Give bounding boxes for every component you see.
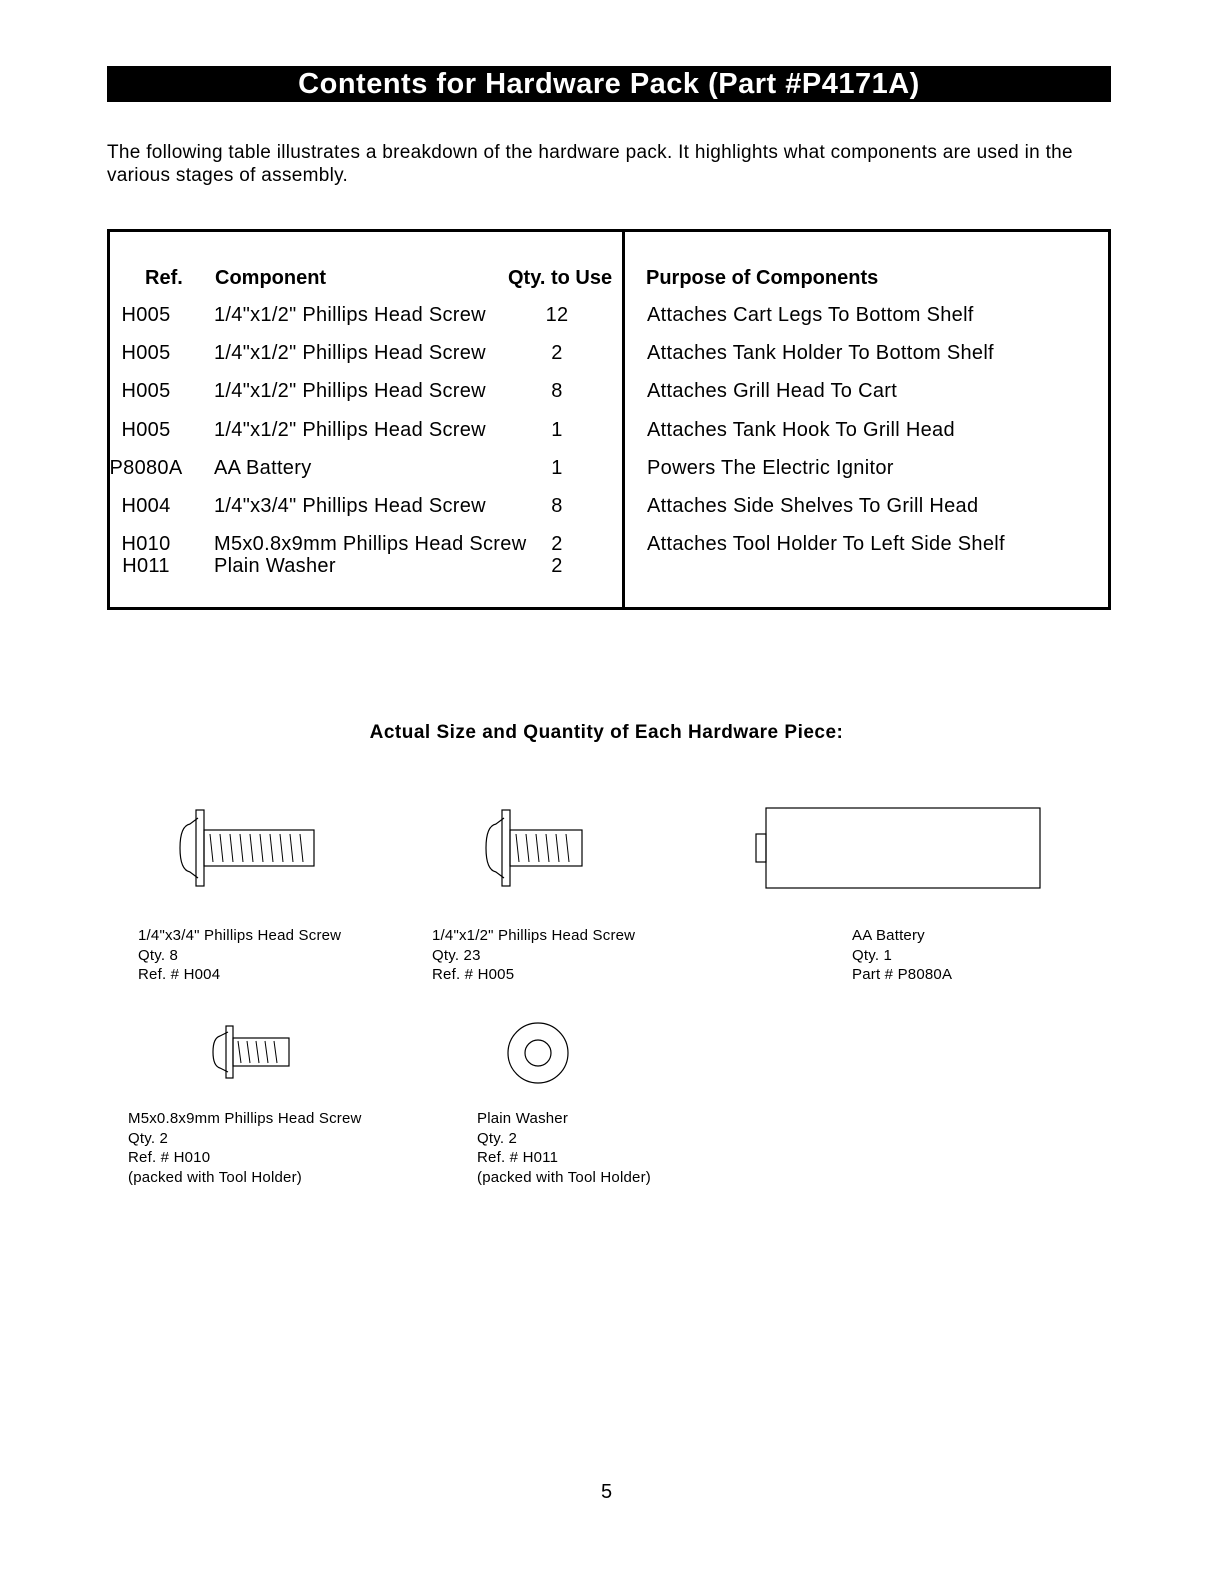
piece-ref: Ref. # H010: [128, 1149, 211, 1166]
table-cell-purpose: Attaches Tank Hook To Grill Head: [647, 419, 955, 441]
header-purpose: Purpose of Components: [646, 267, 879, 289]
header-ref: Ref.: [145, 267, 183, 289]
label-h010: [128, 1109, 362, 1187]
piece-name: M5x0.8x9mm Phillips Head Screw: [128, 1110, 362, 1127]
screw-h005-icon: [482, 808, 592, 888]
table-cell-qty: 8: [551, 495, 563, 517]
label-h011: [477, 1109, 651, 1187]
table-cell-ref: H004: [121, 495, 171, 517]
washer-icon: [505, 1020, 571, 1086]
table-cell-qty: 1: [551, 419, 563, 441]
intro-text: The following table illustrates a breakdown of the hardware pack. It highlights what components are used in the various stages of assembly.: [107, 142, 1073, 186]
screw-h010-icon: [210, 1024, 295, 1080]
piece-qty: Qty. 23: [432, 946, 481, 964]
table-cell-component: 1/4"x1/2" Phillips Head Screw: [214, 342, 486, 364]
table-cell-ref: H005: [121, 380, 171, 402]
table-cell-qty: 2: [551, 533, 563, 555]
table-cell-qty: 8: [551, 380, 563, 402]
piece-ref: Ref. # H011: [477, 1149, 559, 1166]
piece-qty: Qty. 8: [138, 946, 179, 964]
piece-qty: Qty. 1: [852, 946, 893, 964]
table-cell-purpose: Powers The Electric Ignitor: [647, 457, 894, 479]
table-cell-component: 1/4"x1/2" Phillips Head Screw: [214, 419, 486, 441]
table-cell-purpose: Attaches Tank Holder To Bottom Shelf: [647, 342, 994, 364]
table-cell-component: 1/4"x1/2" Phillips Head Screw: [214, 380, 486, 402]
table-cell-ref: H005: [121, 419, 171, 441]
table-cell-component: M5x0.8x9mm Phillips Head Screw: [214, 533, 527, 555]
table-cell-ref: H005: [121, 304, 171, 326]
label-h004: [138, 926, 341, 985]
piece-ref: Ref. # H004: [138, 966, 221, 983]
table-cell-purpose: Attaches Side Shelves To Grill Head: [647, 495, 979, 517]
piece-qty: Qty. 2: [128, 1129, 169, 1147]
table-cell-component: AA Battery: [214, 457, 312, 479]
page-number: 5: [600, 1481, 613, 1503]
table-cell-ref: P8080A: [109, 457, 183, 479]
table-cell-component: 1/4"x1/2" Phillips Head Screw: [214, 304, 486, 326]
table-cell-qty: 2: [551, 555, 563, 577]
label-h005: [432, 926, 635, 985]
table-divider: [622, 232, 625, 607]
piece-ref: Part # P8080A: [852, 966, 953, 983]
piece-note: (packed with Tool Holder): [128, 1168, 302, 1186]
screw-h004-icon: [176, 808, 326, 888]
piece-name: 1/4"x1/2" Phillips Head Screw: [432, 927, 636, 944]
piece-note: (packed with Tool Holder): [477, 1168, 651, 1186]
piece-qty: Qty. 2: [477, 1129, 518, 1147]
piece-ref: Ref. # H005: [432, 966, 515, 983]
table-cell-ref: H010: [121, 533, 171, 555]
table-cell-qty: 1: [551, 457, 563, 479]
table-cell-qty: 12: [545, 304, 569, 326]
table-cell-qty: 2: [551, 342, 563, 364]
table-cell-purpose: Attaches Tool Holder To Left Side Shelf: [647, 533, 1005, 555]
piece-name: 1/4"x3/4" Phillips Head Screw: [138, 927, 342, 944]
label-battery: [852, 926, 952, 985]
table-cell-purpose: Attaches Grill Head To Cart: [647, 380, 898, 402]
sizes-title: Actual Size and Quantity of Each Hardware Piece:: [369, 722, 844, 743]
table-cell-component: 1/4"x3/4" Phillips Head Screw: [214, 495, 486, 517]
header-component: Component: [215, 267, 327, 289]
table-cell-purpose: Attaches Cart Legs To Bottom Shelf: [647, 304, 974, 326]
battery-icon: [755, 806, 1045, 890]
table-cell-component: Plain Washer: [214, 555, 336, 577]
table-cell-ref: H005: [121, 342, 171, 364]
table-cell-ref: H011: [122, 555, 170, 577]
piece-name: AA Battery: [852, 927, 925, 944]
header-qty: Qty. to Use: [508, 267, 613, 289]
page-title: Contents for Hardware Pack (Part #P4171A): [107, 66, 1111, 102]
piece-name: Plain Washer: [477, 1110, 569, 1127]
